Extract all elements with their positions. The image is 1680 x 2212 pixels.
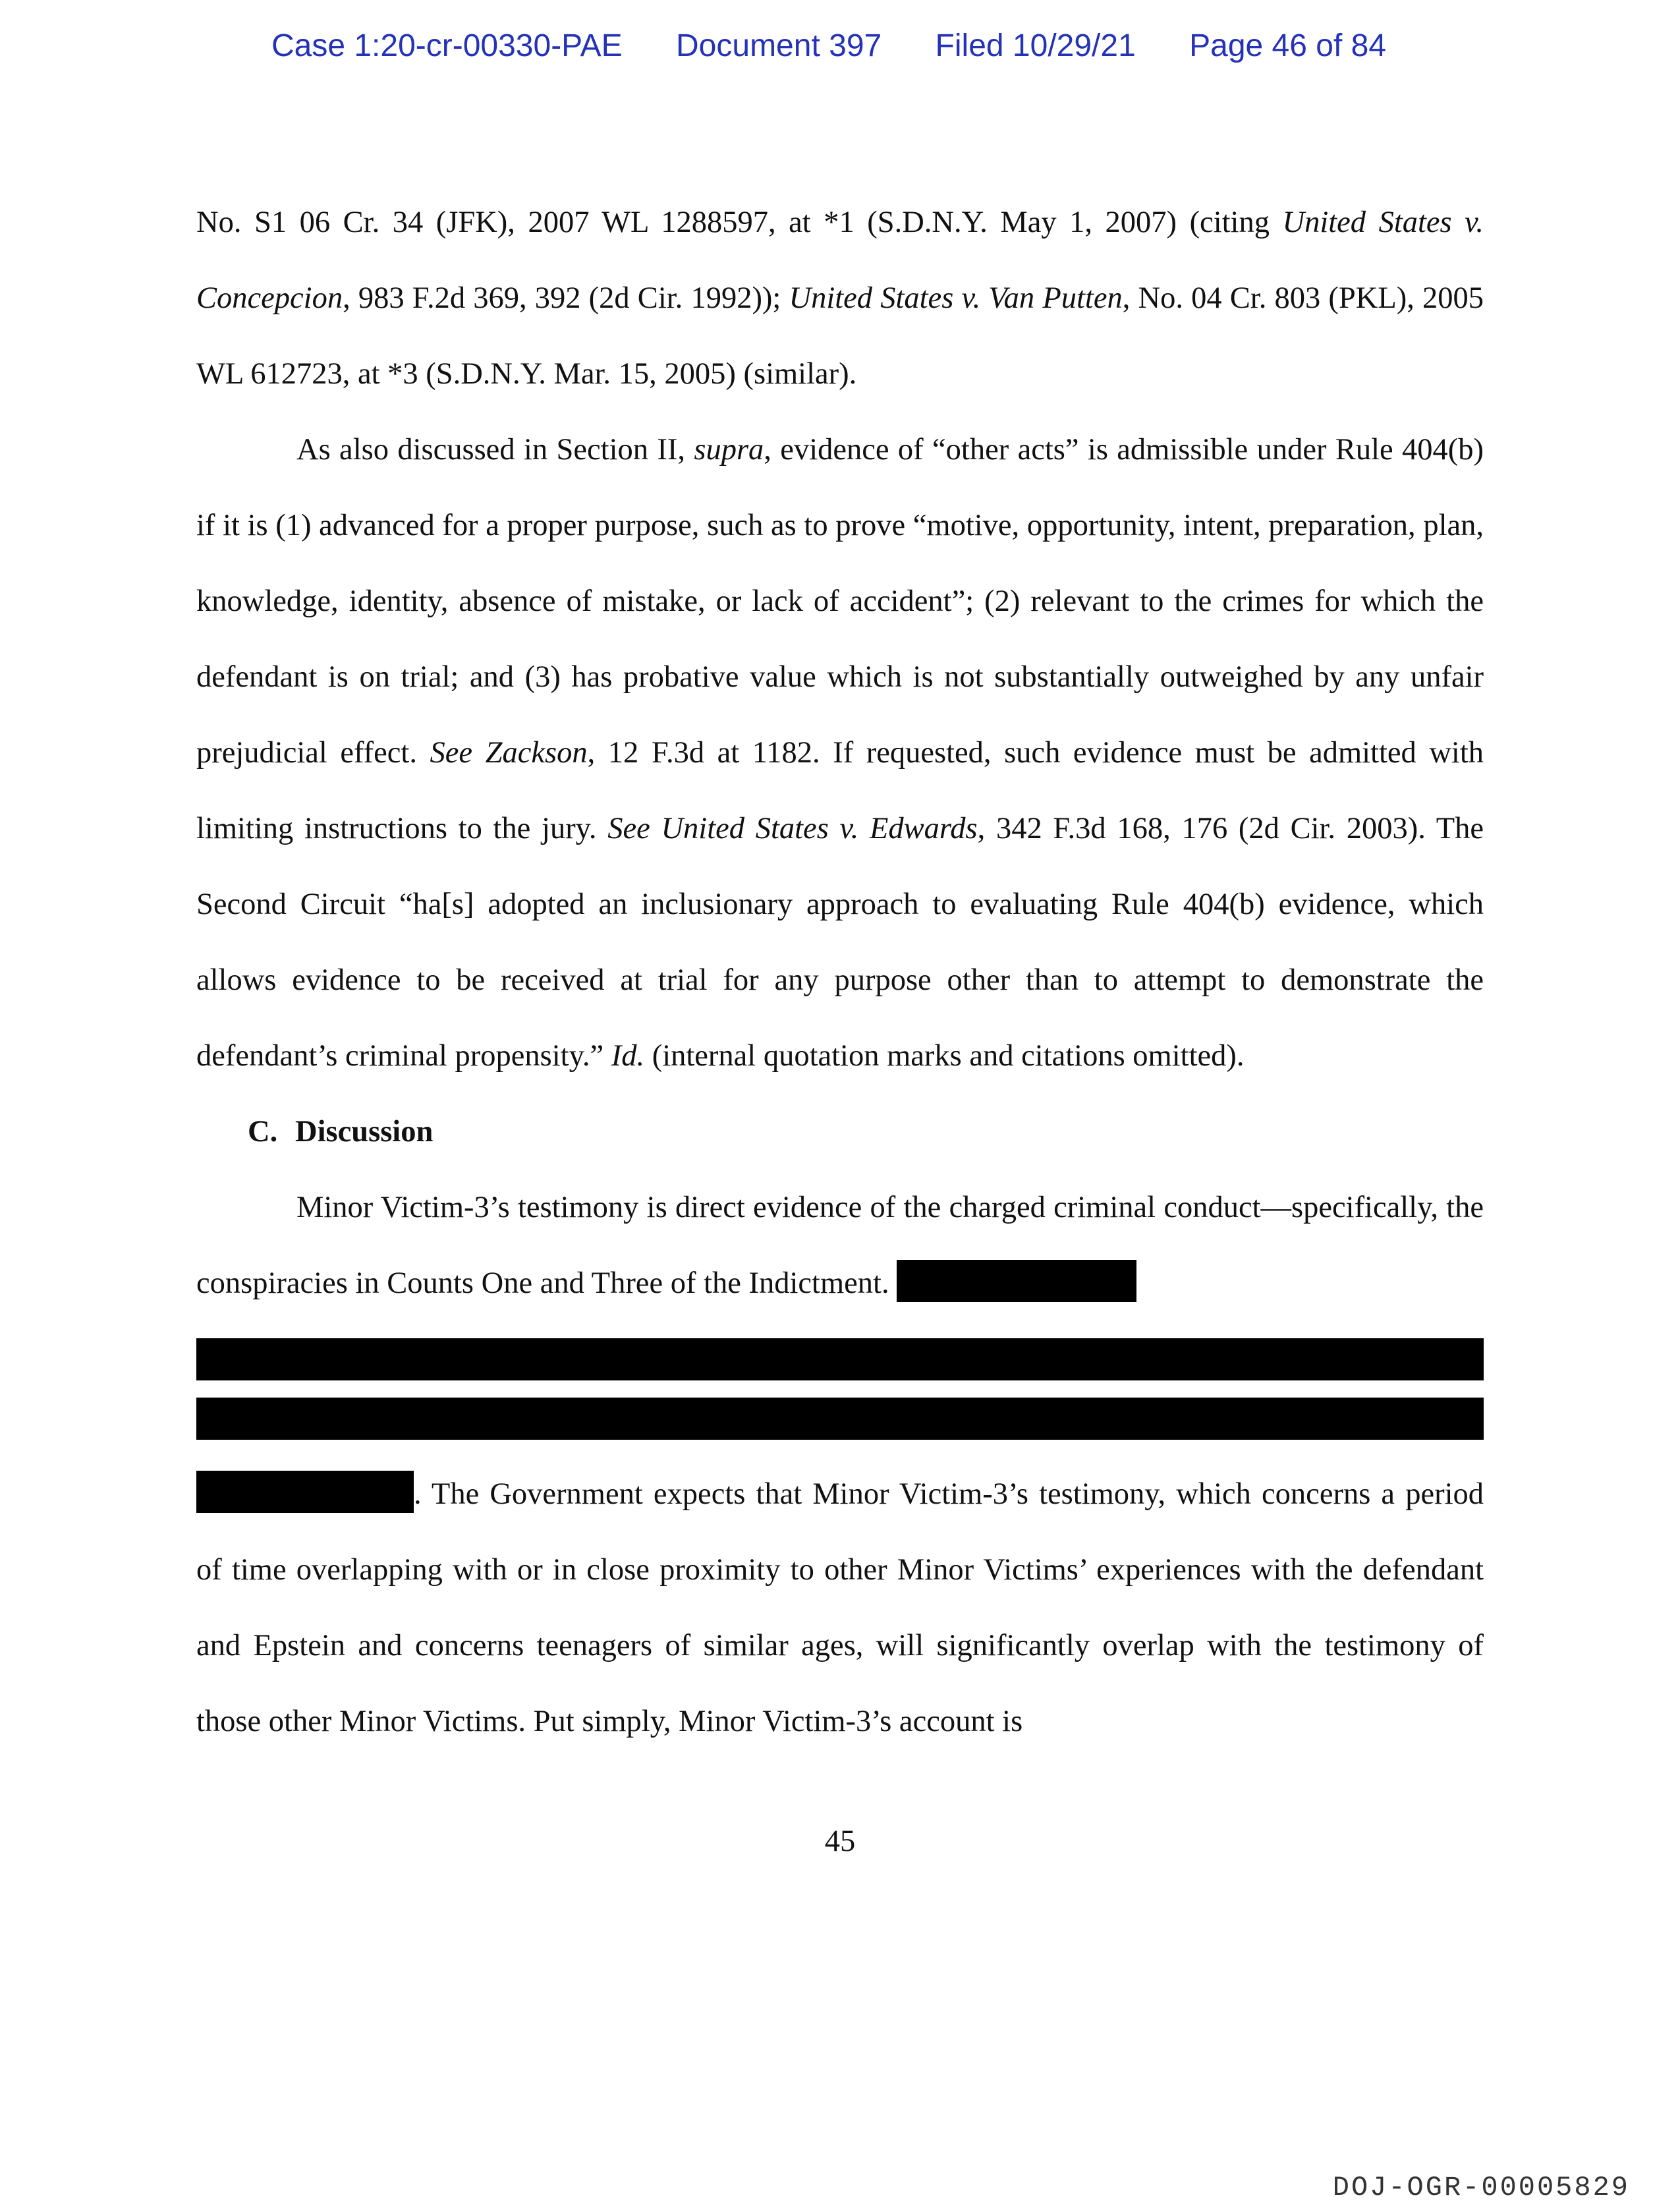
- paragraph-discussion: [196, 1170, 1484, 1759]
- case-citation: See Zackson: [430, 736, 588, 770]
- text-run: , 12 F.3d at 1182. If requested, such evidence must be admitted with limiting instructions to the jury.: [196, 736, 1484, 845]
- text-run: , 342 F.3d 168, 176 (2d Cir. 2003). The Second Circuit “ha[s] adopted an inclusionary approach to evaluating Rule 404(b) evidence, which allows evidence to be received at trial for any purpose other than to attempt to demonstrate the defendant’s criminal propensity.”: [196, 812, 1484, 1073]
- text-run: Minor Victim-3’s testimony is direct evidence of the charged criminal conduct—specifically, the conspiracies in Counts One and Three of the Indictment.: [196, 1191, 1484, 1300]
- redaction-box: [897, 1260, 1136, 1302]
- paragraph-rule-404b: [196, 412, 1484, 1094]
- text-run: . The Government expects that Minor Victim-3’s testimony, which concerns a period of time overlapping with or in close proximity to other Minor Victims’ experiences with the defendant and Epstein and concerns teenagers of similar ages, will significantly overlap with the testimony of those other Minor Victims. Put simply, Minor Victim-3’s account is: [196, 1477, 1484, 1738]
- text-run: No. S1 06 Cr. 34 (JFK), 2007 WL 1288597, at *1 (S.D.N.Y. May 1, 2007) (citing: [196, 206, 1283, 239]
- text-run: , No. 04 Cr. 803 (PKL), 2005 WL 612723, at *3 (S.D.N.Y. Mar. 15, 2005) (similar).: [196, 281, 1484, 391]
- section-letter: C.: [248, 1115, 278, 1149]
- case-citation: United States v. Van Putten: [789, 281, 1123, 315]
- filed-date: Filed 10/29/21: [935, 28, 1136, 63]
- redaction-box: [196, 1398, 1484, 1440]
- italic-term: supra: [694, 433, 764, 467]
- redaction-box: [196, 1338, 1484, 1380]
- filing-header: [0, 28, 1680, 64]
- paragraph-citations: [196, 184, 1484, 412]
- case-citation: Id.: [611, 1039, 645, 1073]
- text-run: As also discussed in Section II,: [296, 433, 694, 467]
- case-number: Case 1:20-cr-00330-PAE: [271, 28, 623, 63]
- section-title: Discussion: [295, 1115, 434, 1149]
- text-run: , evidence of “other acts” is admissible under Rule 404(b) if it is (1) advanced for a proper purpose, such as to prove “motive, opportunity, intent, preparation, plan, knowledge, identity, absence of mistake, or lack of accident”; (2) relevant to the crimes for which the defendant is on trial; and (3) has probative value which is not substantially outweighed by any unfair prejudicial effect.: [196, 433, 1484, 770]
- text-run: , 983 F.2d 369, 392 (2d Cir. 1992));: [343, 281, 789, 315]
- bates-number: DOJ-OGR-00005829: [1332, 2172, 1630, 2203]
- text-run: (internal quotation marks and citations omitted).: [644, 1039, 1245, 1073]
- section-heading: [196, 1094, 1484, 1170]
- redaction-box: [196, 1471, 414, 1513]
- document-body: [196, 184, 1484, 1759]
- case-citation: See United States v. Edwards: [607, 812, 978, 845]
- case-citation: United States v. Concepcion: [196, 206, 1484, 315]
- document-number: Document 397: [676, 28, 882, 63]
- page-number: 45: [824, 1825, 856, 1858]
- page-indicator: Page 46 of 84: [1189, 28, 1387, 63]
